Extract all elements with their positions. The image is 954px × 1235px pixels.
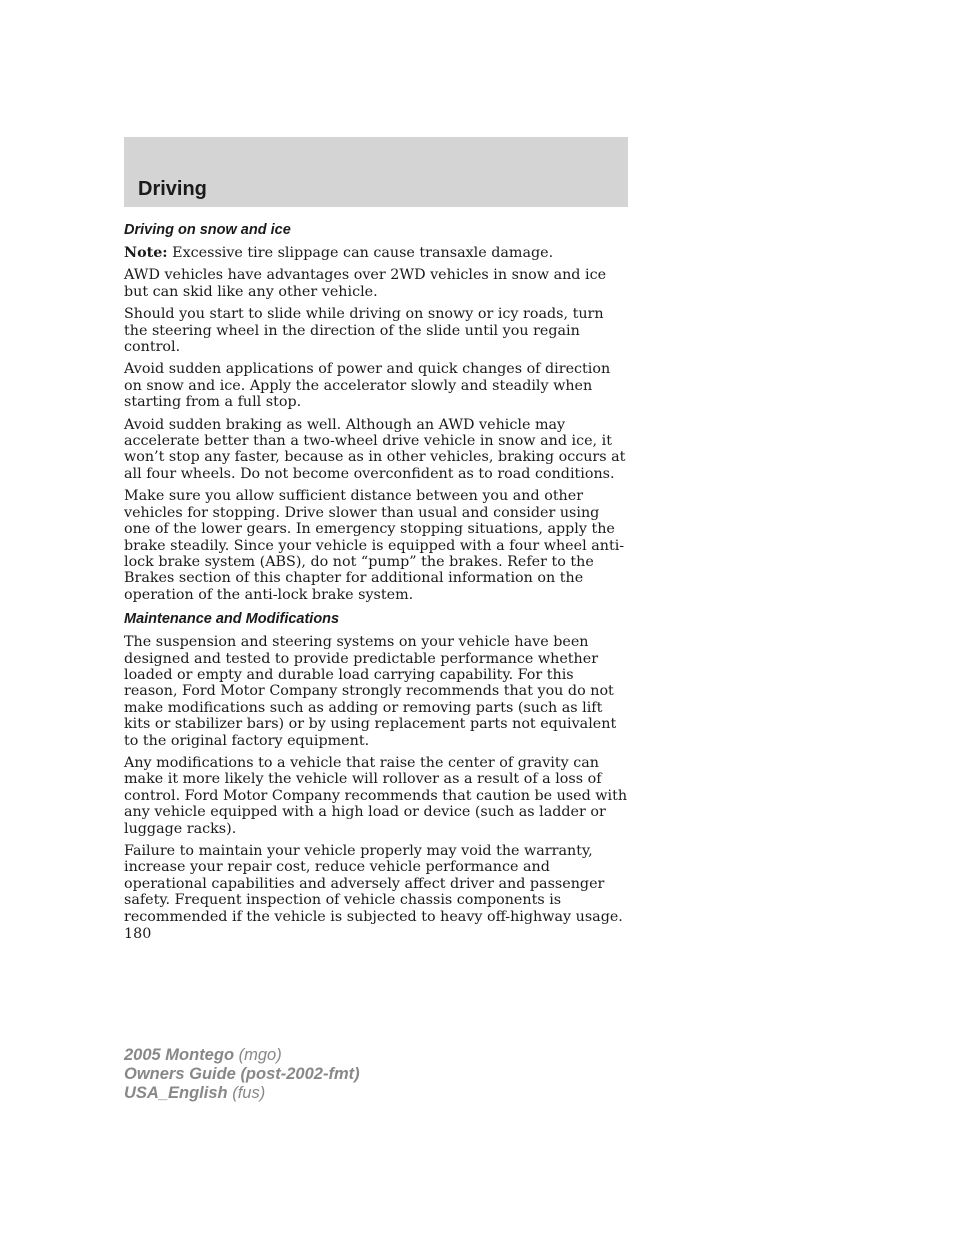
body-paragraph: Failure to maintain your vehicle properly may void the warranty, increase your repair cost, reduce vehicle performance and operational capabilities and adversely affect driver and passenger safety. Frequent inspection of vehicle chassis components is recommended if the vehicle is subjected to heavy off-highway usage. <box>124 843 623 925</box>
body-paragraph: Any modifications to a vehicle that raise the center of gravity can make it more likely the vehicle will rollover as a result of a loss of control. Ford Motor Company recommends that caution be used with any vehicle equipped with a high load or device (such as ladder or luggage racks). <box>124 754 628 837</box>
page-number: 180 <box>124 926 152 942</box>
footer-line-language <box>124 1084 360 1103</box>
footer-language: USA_English <box>124 1084 228 1102</box>
body-paragraph: AWD vehicles have advantages over 2WD vehicles in snow and ice but can skid like any other vehicle. <box>124 267 607 300</box>
body-paragraph: Avoid sudden braking as well. Although an AWD vehicle may accelerate better than a two-wheel drive vehicle in snow and ice, it won’t stop any faster, because as in other vehicles, braking occurs at all four wheels. Do not become overconfident as to road conditions. <box>124 416 626 482</box>
footer-model-code: (mgo) <box>234 1046 282 1064</box>
footer-model: 2005 Montego <box>124 1046 235 1064</box>
section-heading-snow-ice: Driving on snow and ice <box>124 222 291 238</box>
note-text: Excessive tire slippage can cause transaxle damage. <box>167 245 554 261</box>
footer-language-code: (fus) <box>227 1084 266 1102</box>
note-paragraph <box>124 245 628 261</box>
document-footer <box>124 1046 360 1103</box>
chapter-title: Driving <box>138 178 207 200</box>
footer-line-model <box>124 1046 360 1065</box>
chapter-header-band <box>124 137 628 207</box>
body-paragraph: Should you start to slide while driving on snowy or icy roads, turn the steering wheel in the direction of the slide until you regain control. <box>124 306 604 356</box>
body-paragraph: Avoid sudden applications of power and quick changes of direction on snow and ice. Apply the accelerator slowly and steadily when starting from a full stop. <box>124 361 611 411</box>
page-content <box>124 220 628 931</box>
note-label: Note: <box>124 245 168 261</box>
section-heading-maintenance: Maintenance and Modifications <box>124 611 340 628</box>
footer-line-guide <box>124 1065 360 1084</box>
body-paragraph: Make sure you allow sufficient distance between you and other vehicles for stopping. Drive slower than usual and consider using one of the lower gears. In emergency stopping situations, apply the brake steadily. Since your vehicle is equipped with a four wheel anti-lock brake system (ABS), do not “pump” the brakes. Refer to the Brakes section of this chapter for additional information on the operation of the anti-lock brake system. <box>124 488 625 603</box>
footer-guide: Owners Guide (post-2002-fmt) <box>124 1065 360 1083</box>
body-paragraph: The suspension and steering systems on your vehicle have been designed and tested to provide predictable performance whether loaded or empty and durable load carrying capability. For this reason, Ford Motor Company strongly recommends that you do not make modifications such as adding or removing parts (such as lift kits or stabilizer bars) or by using replacement parts not equivalent to the original factory equipment. <box>124 634 617 749</box>
